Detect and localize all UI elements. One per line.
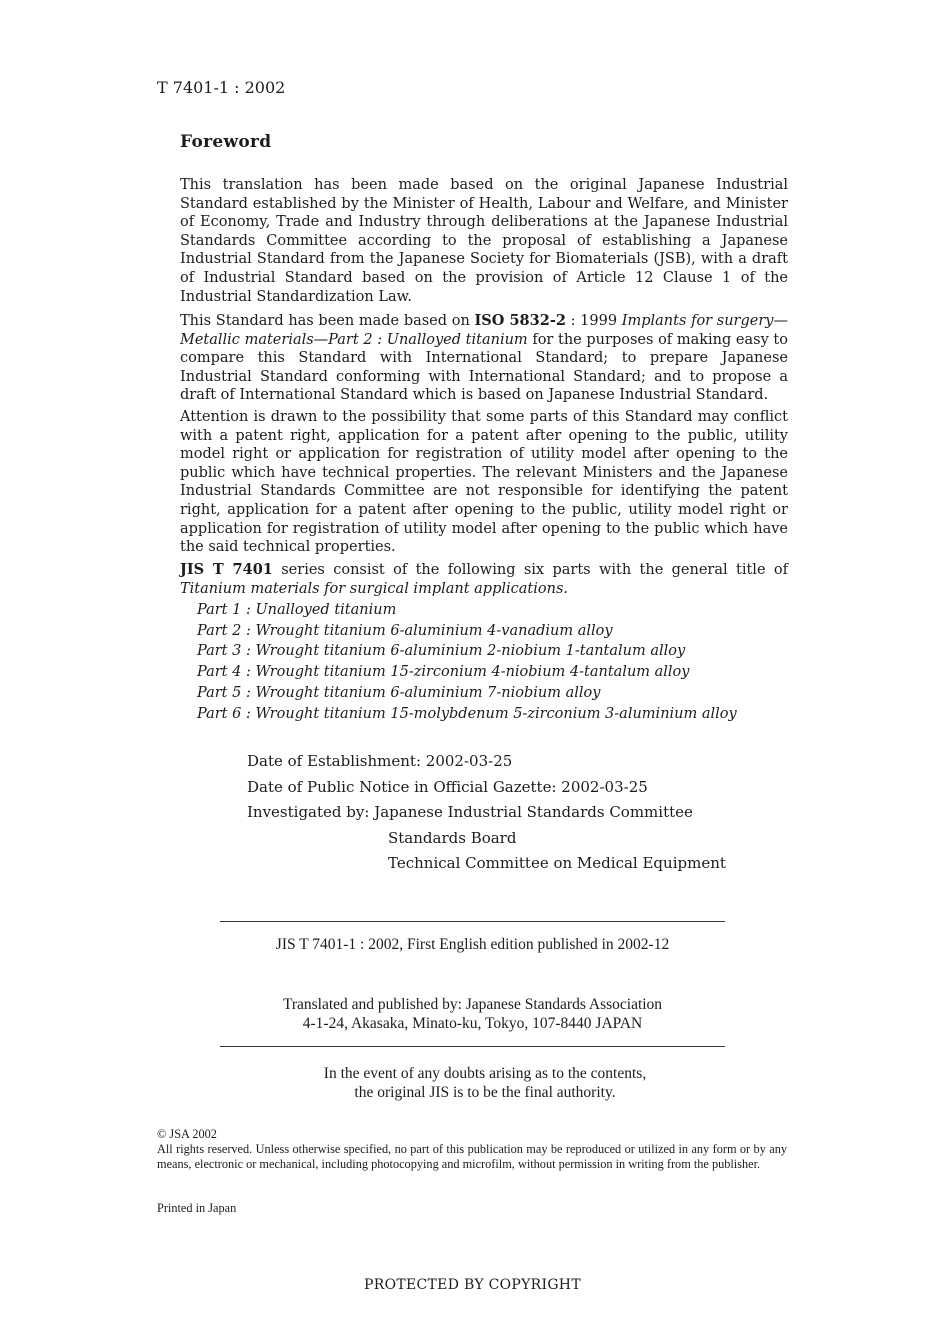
investigated-label: Investigated by: — [247, 803, 370, 821]
authority-note — [220, 1064, 750, 1102]
authority-line-2: the original JIS is to be the final authority. — [354, 1084, 616, 1101]
part-item: Part 5 : Wrought titanium 6-aluminium 7-niobium alloy — [197, 684, 601, 701]
divider-bottom — [220, 1046, 725, 1047]
foreword-paragraph-1: This translation has been made based on the original Japanese Industrial Standard established by the Minister of Health, Labour and Welfare, and Minister of Economy, Trade and Industry through deliberations at the Japanese Industrial Standards Committee according to the proposal of establishing a Japanese Industrial Standard from the Japanese Society for Biomaterials (JSB), with a draft of Industrial Standard based on the provision of Article 12 Clause 1 of the Industrial Standardization Law. — [180, 177, 788, 305]
printed-in: Printed in Japan — [157, 1201, 237, 1215]
p2-year: : 1999 — [565, 313, 622, 329]
part-item: Part 1 : Unalloyed titanium — [197, 602, 397, 618]
investigator: Technical Committee on Medical Equipment — [388, 854, 726, 872]
p2-rest: for the purposes of making easy to compare this Standard with International Standard; to prepare Japanese Industrial Standard conforming with International Standard; and to propose a draft of International Standard which is based on Japanese Industrial Standard. — [180, 331, 788, 404]
copyright-block — [157, 1127, 787, 1172]
parts-list — [197, 600, 737, 724]
establishment-date: 2002-03-25 — [425, 752, 513, 770]
p2-lead: This Standard has been made based on — [180, 313, 475, 329]
foreword-paragraph-4 — [180, 561, 788, 598]
p2-title: Implants for surgery—Metallic materials—Part 2 : Unalloyed titanium — [180, 313, 788, 348]
protected-footer: PROTECTED BY COPYRIGHT — [364, 1277, 581, 1293]
publisher-line: Translated and published by: Japanese Standards Association — [282, 996, 663, 1013]
part-item: Part 6 : Wrought titanium 15-molybdenum 5-zirconium 3-aluminium alloy — [197, 705, 737, 722]
dates-block — [247, 749, 726, 877]
edition-line: JIS T 7401-1 : 2002, First English edition published in 2002-12 — [275, 936, 670, 953]
document-id: T 7401-1 : 2002 — [157, 78, 286, 97]
investigator: Standards Board — [388, 828, 517, 847]
part-item: Part 2 : Wrought titanium 6-aluminium 4-vanadium alloy — [197, 622, 613, 639]
p4-rest: series consist of the following six parts with the general title of — [272, 562, 788, 578]
authority-line-1: In the event of any doubts arising as to the contents, — [323, 1065, 647, 1082]
rights-statement: All rights reserved. Unless otherwise specified, no part of this publication may be reproduced or utilized in any form or by any means, electronic or mechanical, including photocopying and microfilm, without permission in writing from the publisher. — [157, 1142, 787, 1171]
foreword-paragraph-3: Attention is drawn to the possibility that some parts of this Standard may conflict with a patent right, application for a patent after opening to the public, utility model right or application for registration of utility model after opening to the public which have technical properties. The relevant Ministers and the Japanese Industrial Standards Committee are not responsible for identifying the patent right, application for a patent after opening to the public, utility model right or application for registration of utility model after opening to the public which have the said technical properties. — [180, 409, 788, 556]
foreword-paragraph-2 — [180, 312, 788, 405]
establishment-row — [247, 749, 726, 775]
notice-date: 2002-03-25 — [561, 777, 648, 796]
p4-title: Titanium materials for surgical implant applications. — [180, 580, 568, 597]
copyright-notice: © JSA 2002 — [157, 1127, 217, 1141]
establishment-label: Date of Establishment: — [247, 752, 422, 770]
publisher-address: 4-1-24, Akasaka, Minato-ku, Tokyo, 107-8440 JAPAN — [302, 1015, 643, 1032]
divider-top — [220, 921, 725, 922]
p4-series: JIS T 7401 — [180, 561, 273, 578]
notice-label: Date of Public Notice in Official Gazette: — [247, 777, 557, 796]
foreword-heading: Foreword — [180, 132, 272, 152]
investigator: Japanese Industrial Standards Committee — [374, 803, 693, 821]
part-item: Part 4 : Wrought titanium 15-zirconium 4-niobium 4-tantalum alloy — [197, 664, 690, 681]
notice-row — [247, 775, 726, 801]
publisher-block — [220, 995, 725, 1033]
p2-iso-ref: ISO 5832-2 — [474, 312, 566, 329]
investigated-row — [247, 800, 726, 826]
part-item: Part 3 : Wrought titanium 6-aluminium 2-niobium 1-tantalum alloy — [197, 643, 686, 660]
